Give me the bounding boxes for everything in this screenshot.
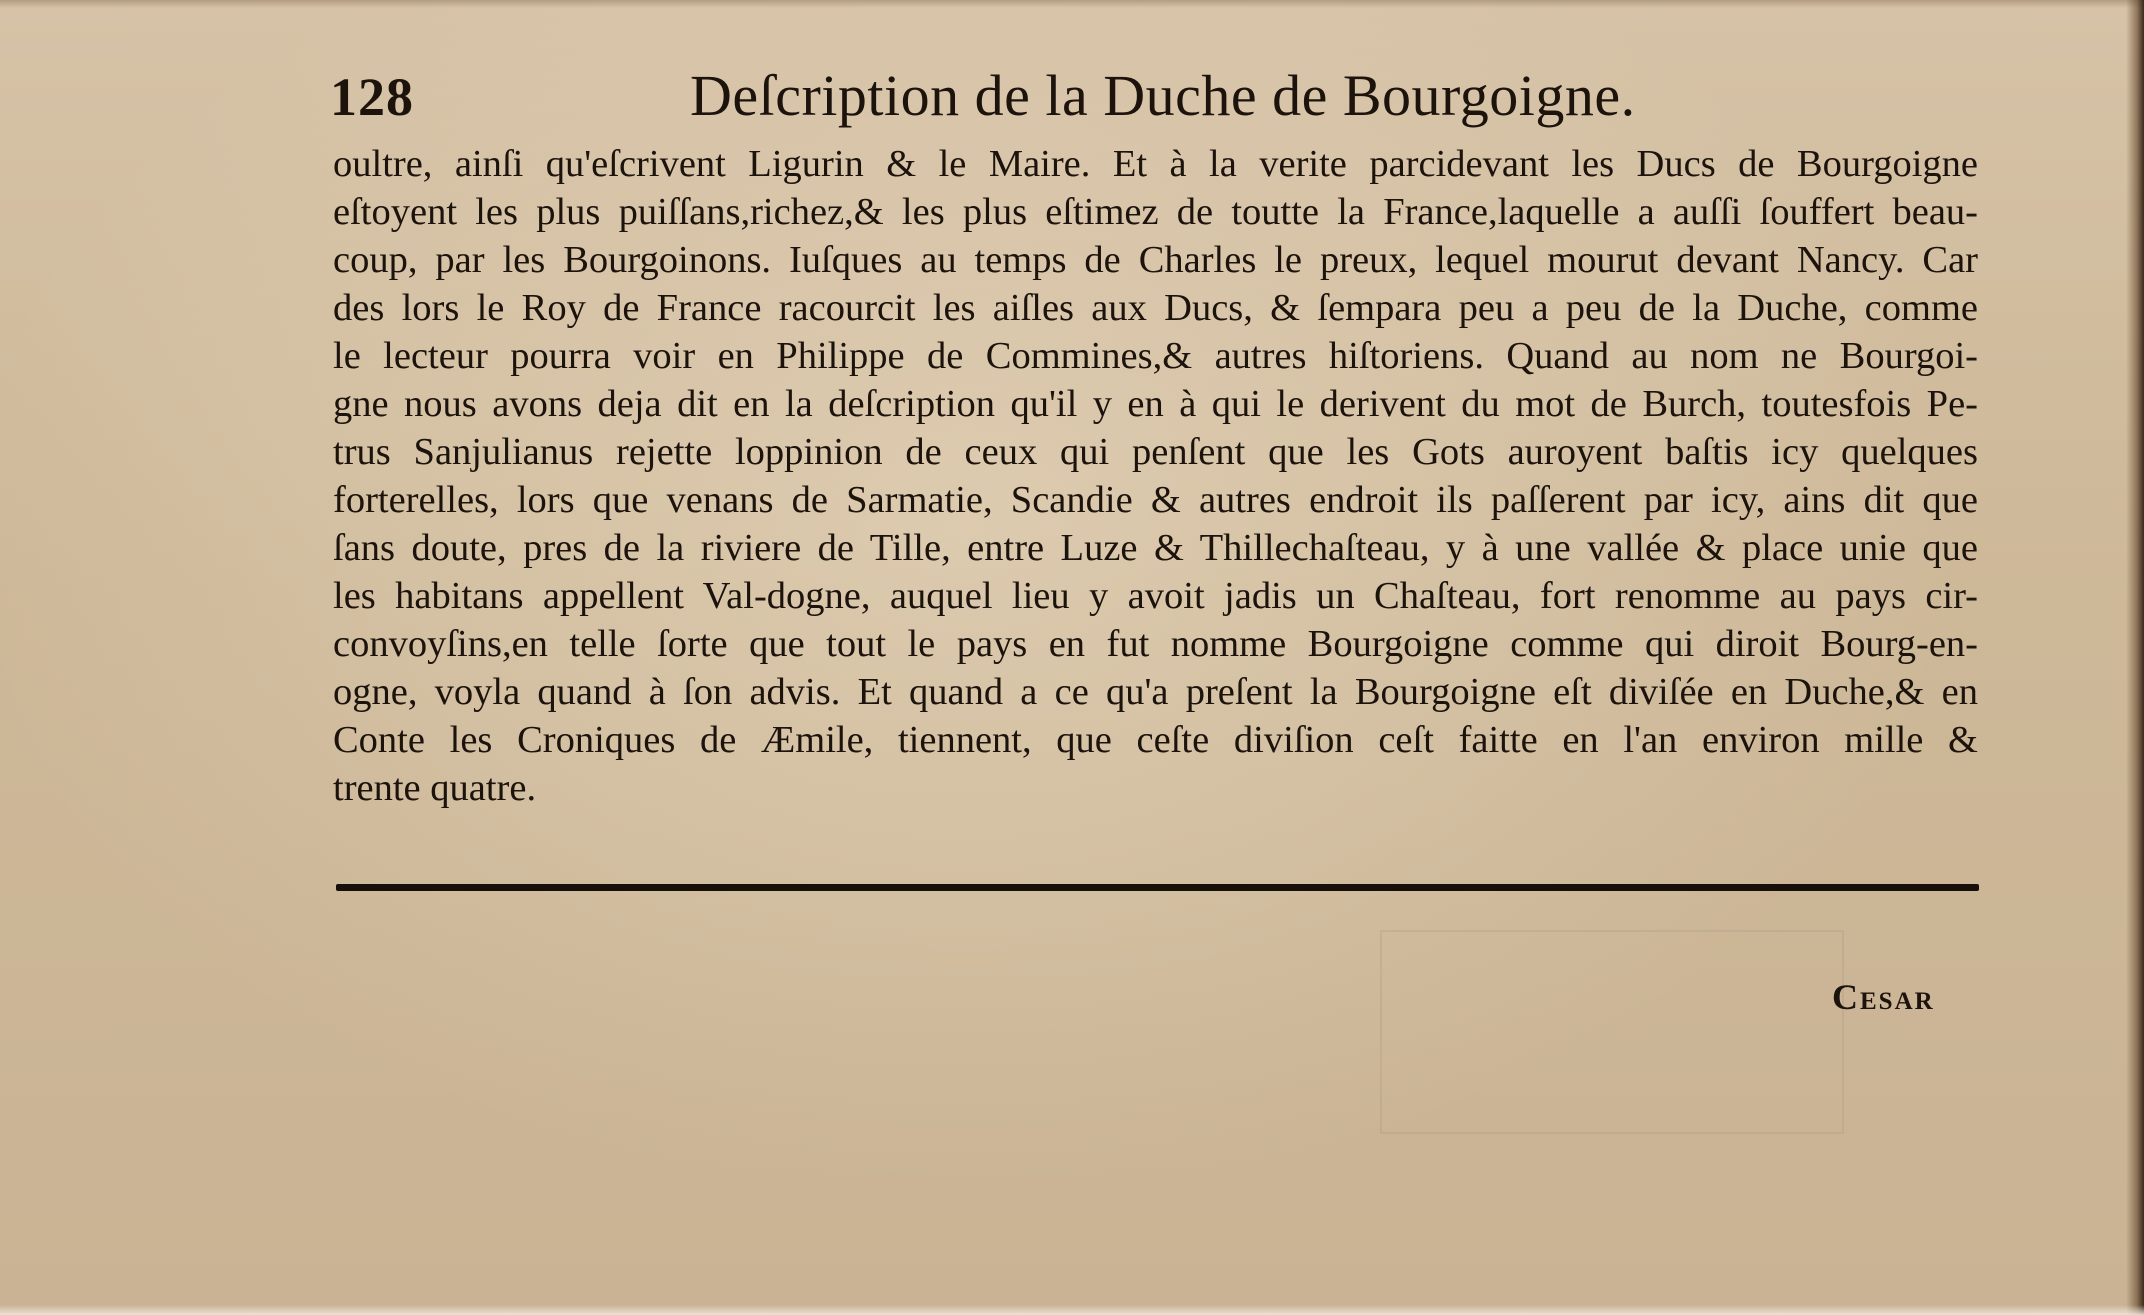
text-line: eſtoyent les plus puiſſans,richez,& les plus eſtimez de toutte la France,laquelle a auſſi ſouffert beau- — [333, 191, 1978, 233]
text-line: Conte les Croniques de Æmile, tiennent, que ceſte diviſion ceſt faitte en l'an environ mille & — [333, 719, 1978, 761]
running-header — [330, 62, 2010, 138]
page-bottom-edge — [0, 1305, 2144, 1315]
text-line: les habitans appellent Val-dogne, auquel lieu y avoit jadis un Chaſteau, fort renomme au pays cir- — [333, 575, 1978, 617]
page-number: 128 — [330, 67, 414, 127]
catchword: Cesar — [1832, 977, 1935, 1017]
bleed-through-stamp — [1380, 930, 1844, 1134]
text-line-last: trente quatre. — [333, 767, 537, 809]
text-line: oultre, ainſi qu'eſcrivent Ligurin & le Maire. Et à la verite parcidevant les Ducs de Bourgoigne — [333, 143, 1978, 185]
text-line: ſans doute, pres de la riviere de Tille, entre Luze & Thillechaſteau, y à une vallée & place unie que — [333, 527, 1978, 569]
text-line: le lecteur pourra voir en Philippe de Commines,& autres hiſtoriens. Quand au nom ne Bourgoi- — [333, 335, 1978, 377]
text-line: des lors le Roy de France racourcit les aiſles aux Ducs, & ſempara peu a peu de la Duche, comme — [333, 287, 1978, 329]
text-line: forterelles, lors que venans de Sarmatie, Scandie & autres endroit ils paſſerent par icy, ains dit que — [333, 479, 1978, 521]
body-paragraph — [333, 140, 1978, 812]
text-line: trus Sanjulianus rejette loppinion de ceux qui penſent que les Gots auroyent baſtis icy quelques — [333, 431, 1978, 473]
text-line: ogne, voyla quand à ſon advis. Et quand a ce qu'a preſent la Bourgoigne eſt diviſée en Duche,& en — [333, 671, 1978, 713]
page-top-edge — [0, 0, 2144, 8]
text-line: convoyſins,en telle ſorte que tout le pays en fut nomme Bourgoigne comme qui diroit Bourg-en- — [333, 623, 1978, 665]
horizontal-rule — [336, 884, 1979, 891]
running-title: Deſcription de la Duche de Bourgoigne. — [690, 63, 1636, 128]
page-binding-edge — [2126, 0, 2144, 1315]
text-line: coup, par les Bourgoinons. Iuſques au temps de Charles le preux, lequel mourut devant Nancy. Car — [333, 239, 1978, 281]
text-line: gne nous avons deja dit en la deſcription qu'il y en à qui le derivent du mot de Burch, toutesfois Pe- — [333, 383, 1978, 425]
